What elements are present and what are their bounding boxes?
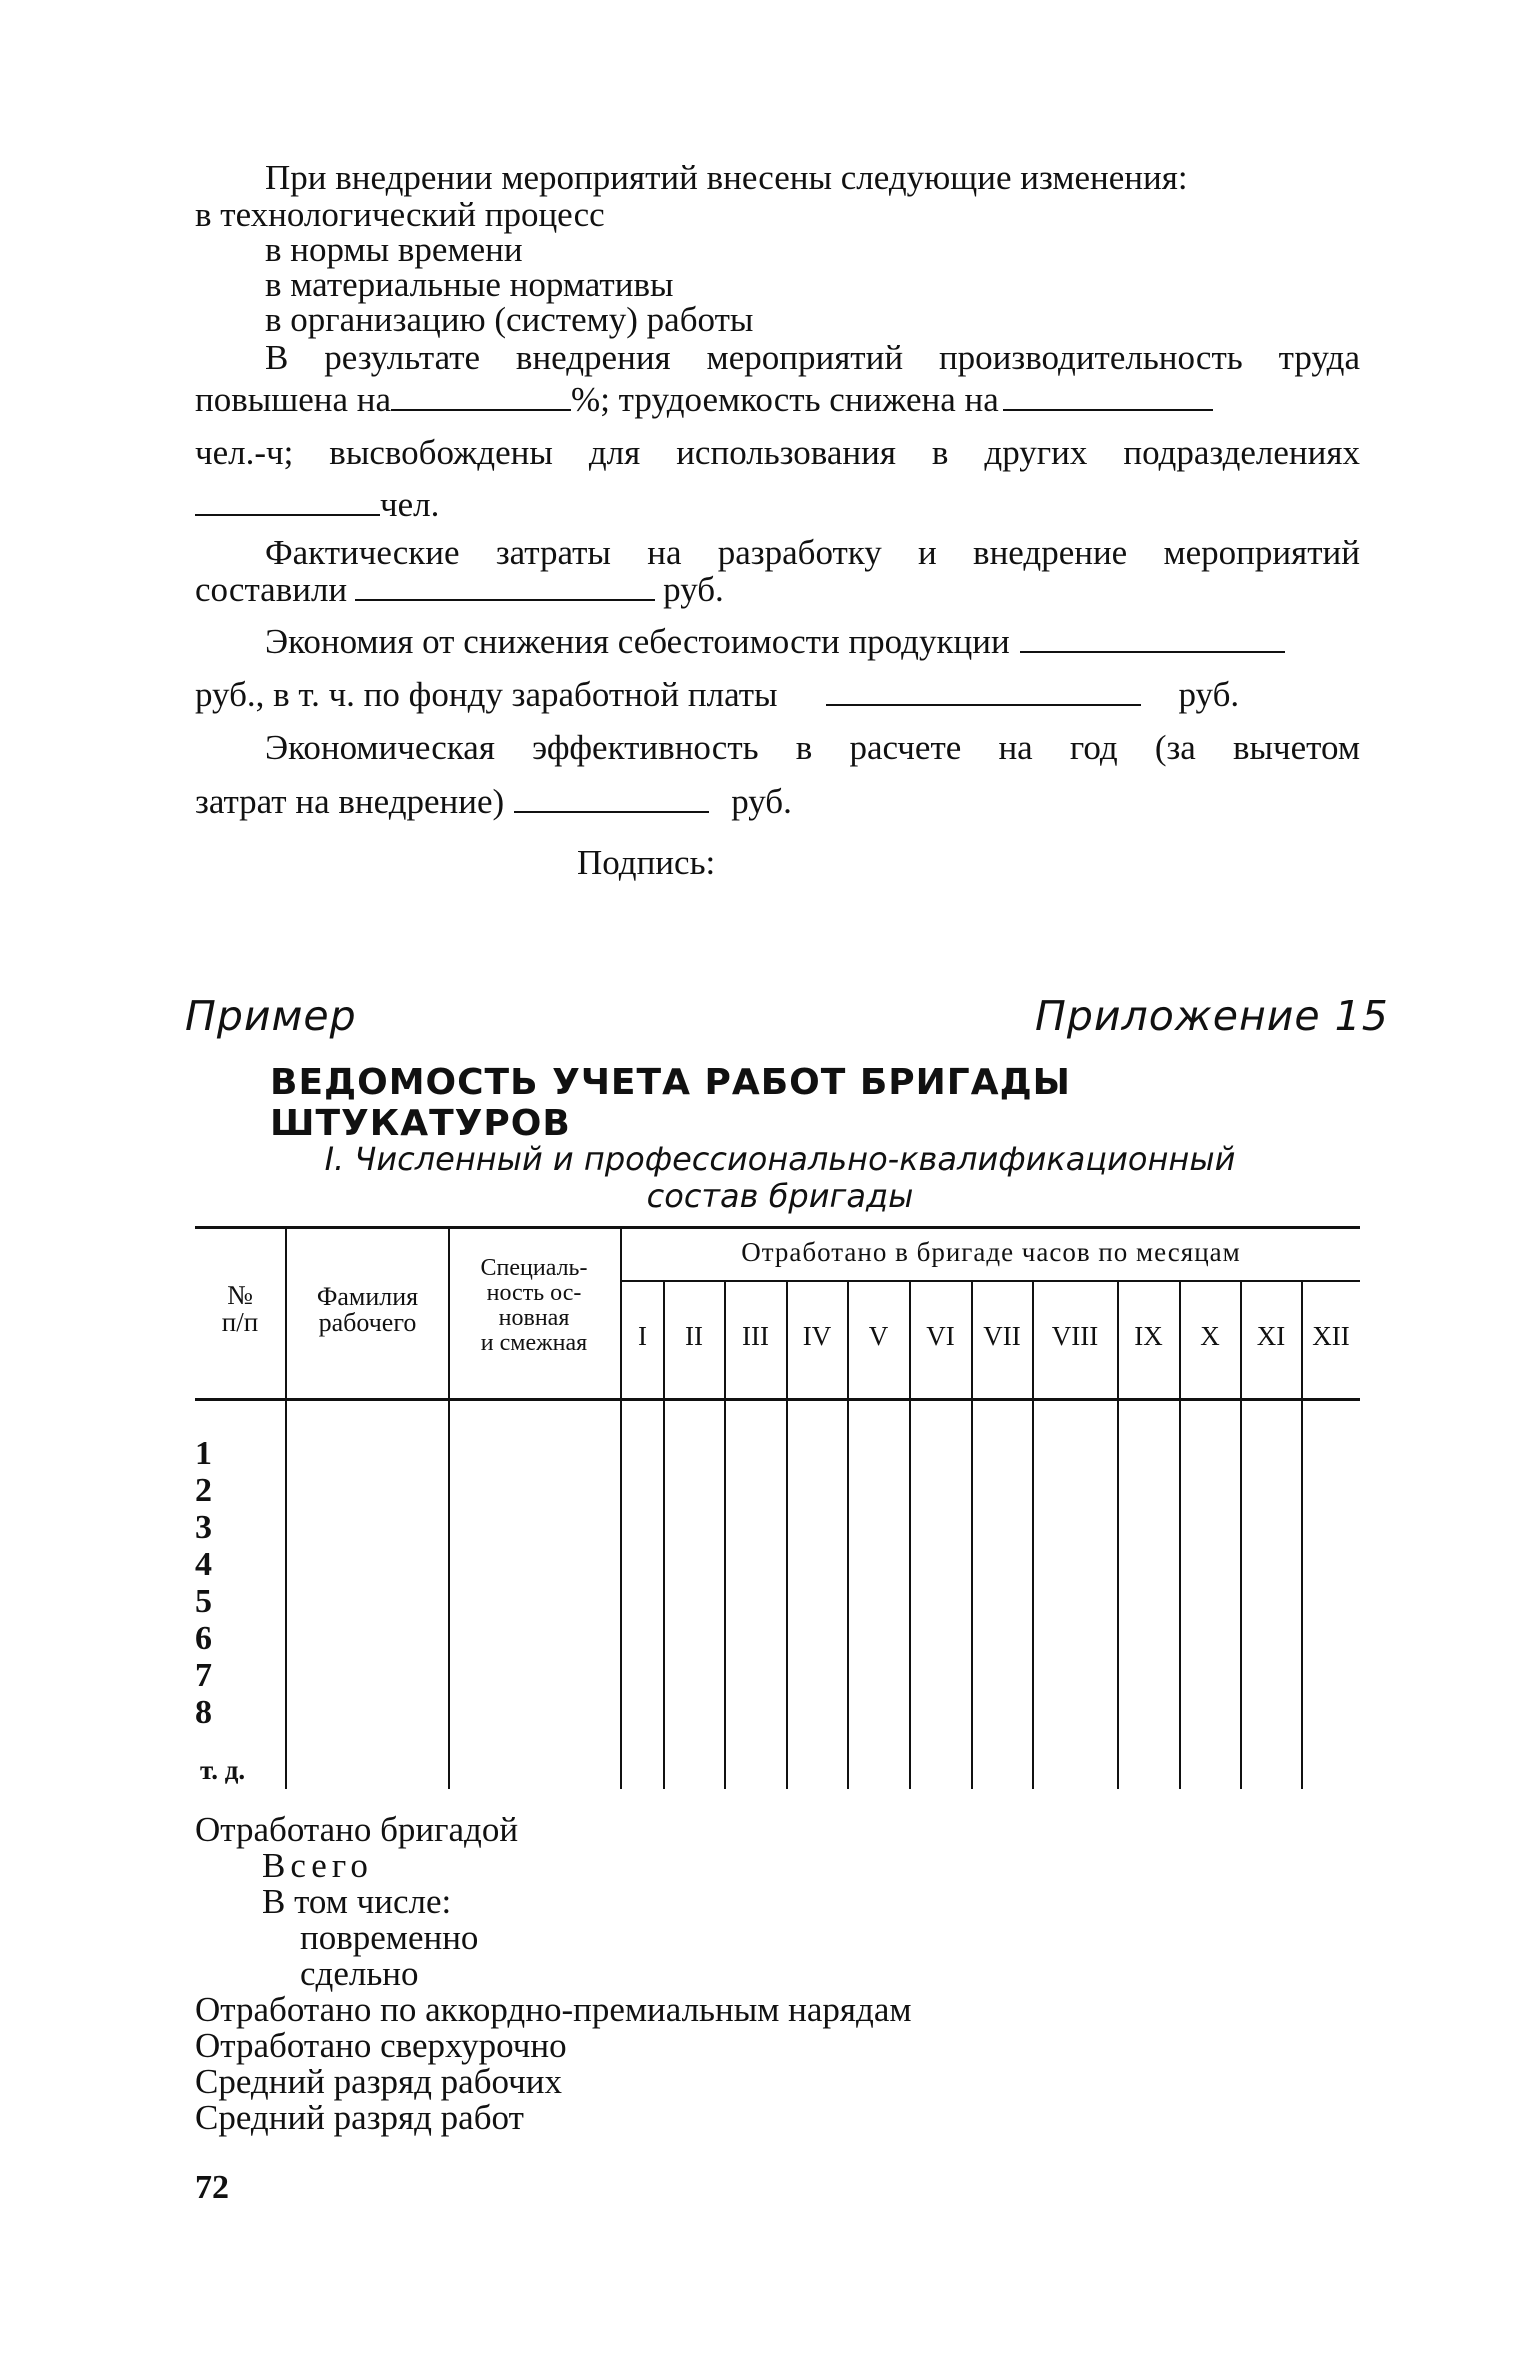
costs-blank xyxy=(355,598,655,601)
overtime-label: Отработано сверхурочно xyxy=(195,2026,567,2065)
productivity-blank xyxy=(391,408,571,411)
month-header: VII xyxy=(983,1321,1021,1351)
avg-worker-grade-label: Средний разряд рабочих xyxy=(195,2062,562,2101)
table-header-rule xyxy=(195,1398,1360,1401)
appendix-label: Приложение 15 xyxy=(1035,992,1389,1040)
section-subtitle: I. Численный и профессионально-квалификационный xyxy=(324,1140,1236,1178)
table-row-number: 4 xyxy=(195,1546,212,1583)
month-header: II xyxy=(685,1321,703,1351)
document-title: ВЕДОМОСТЬ УЧЕТА РАБОТ БРИГАДЫ ШТУКАТУРОВ xyxy=(270,1062,1071,1144)
savings-line-1: Экономия от снижения себестоимости продукции xyxy=(265,622,1285,662)
savings-blank xyxy=(1020,650,1285,653)
piece-rate-label: сдельно xyxy=(300,1954,419,1993)
month-header: X xyxy=(1200,1321,1220,1351)
column-divider xyxy=(786,1282,788,1789)
time-based-label: повременно xyxy=(300,1918,479,1957)
table-row-number: 3 xyxy=(195,1509,212,1546)
table-row-number: 1 xyxy=(195,1435,212,1472)
column-header-specialty: Специаль- ность ос- новная и смежная xyxy=(480,1255,588,1356)
result-line-3: чел.-ч; высвобождены для использования в других подразделениях xyxy=(195,433,1360,472)
table-row-number: 5 xyxy=(195,1583,212,1620)
table-row-number: 2 xyxy=(195,1472,212,1509)
month-header: V xyxy=(868,1321,889,1351)
column-header-name: Фамилия рабочего xyxy=(316,1282,419,1337)
column-divider xyxy=(847,1282,849,1789)
month-header: III xyxy=(742,1321,769,1351)
month-header: VIII xyxy=(1051,1321,1099,1351)
costs-line-2: составили руб. xyxy=(195,570,724,609)
column-divider xyxy=(1179,1282,1181,1789)
efficiency-blank xyxy=(514,810,709,813)
total-label: Всего xyxy=(262,1846,373,1885)
efficiency-line-1: Экономическая эффективность в расчете на год (за вычетом xyxy=(265,728,1360,767)
month-header: XI xyxy=(1256,1321,1286,1351)
column-header-number: № п/п xyxy=(221,1280,259,1337)
column-divider xyxy=(971,1282,973,1789)
including-label: В том числе: xyxy=(262,1882,452,1921)
column-divider xyxy=(1240,1282,1242,1789)
result-line-1: В результате внедрения мероприятий производительность труда xyxy=(265,338,1360,377)
costs-line-1: Фактические затраты на разработку и внедрение мероприятий xyxy=(265,533,1360,572)
month-header: IV xyxy=(802,1321,832,1351)
savings-line-2: руб., в т. ч. по фонду заработной платы руб. xyxy=(195,675,1240,714)
page-number: 72 xyxy=(195,2169,229,2206)
column-divider xyxy=(620,1229,622,1789)
section-subtitle: состав бригады xyxy=(646,1177,914,1215)
chord-bonus-label: Отработано по аккордно-премиальным нарядам xyxy=(195,1990,912,2029)
efficiency-line-2: затрат на внедрение) руб. xyxy=(195,782,792,821)
wage-fund-blank xyxy=(826,703,1141,706)
column-divider xyxy=(1301,1282,1303,1789)
column-divider xyxy=(663,1282,665,1789)
worked-by-brigade: Отработано бригадой xyxy=(195,1810,519,1849)
change-item: в материальные нормативы xyxy=(265,265,674,304)
signature-label: Подпись: xyxy=(577,843,716,882)
table-top-rule xyxy=(195,1226,1360,1229)
month-header: VI xyxy=(926,1321,955,1351)
avg-work-grade-label: Средний разряд работ xyxy=(195,2098,524,2137)
column-divider xyxy=(724,1282,726,1789)
intro-text: При внедрении мероприятий внесены следующие изменения: xyxy=(265,158,1188,197)
change-item: в технологический процесс xyxy=(195,195,605,234)
change-item: в нормы времени xyxy=(265,230,523,269)
table-row-number: 7 xyxy=(195,1657,212,1694)
column-divider xyxy=(285,1229,287,1789)
months-header: Отработано в бригаде часов по месяцам xyxy=(741,1237,1241,1267)
table-row-etc: т. д. xyxy=(200,1755,246,1785)
result-line-4: чел. xyxy=(195,485,439,525)
month-header: XII xyxy=(1312,1321,1350,1351)
column-divider xyxy=(1032,1282,1034,1789)
month-header: IX xyxy=(1134,1321,1163,1351)
column-divider xyxy=(909,1282,911,1789)
labor-intensity-blank xyxy=(1003,408,1213,411)
table-row-number: 8 xyxy=(195,1694,212,1731)
table-row-number: 6 xyxy=(195,1620,212,1657)
released-workers-blank xyxy=(195,513,380,516)
month-header: I xyxy=(638,1321,647,1351)
result-line-2: повышена на %; трудоемкость снижена на xyxy=(195,380,1213,420)
example-label: Пример xyxy=(185,992,357,1040)
column-divider xyxy=(1117,1282,1119,1789)
months-header-rule xyxy=(622,1280,1360,1282)
change-item: в организацию (систему) работы xyxy=(265,300,754,339)
